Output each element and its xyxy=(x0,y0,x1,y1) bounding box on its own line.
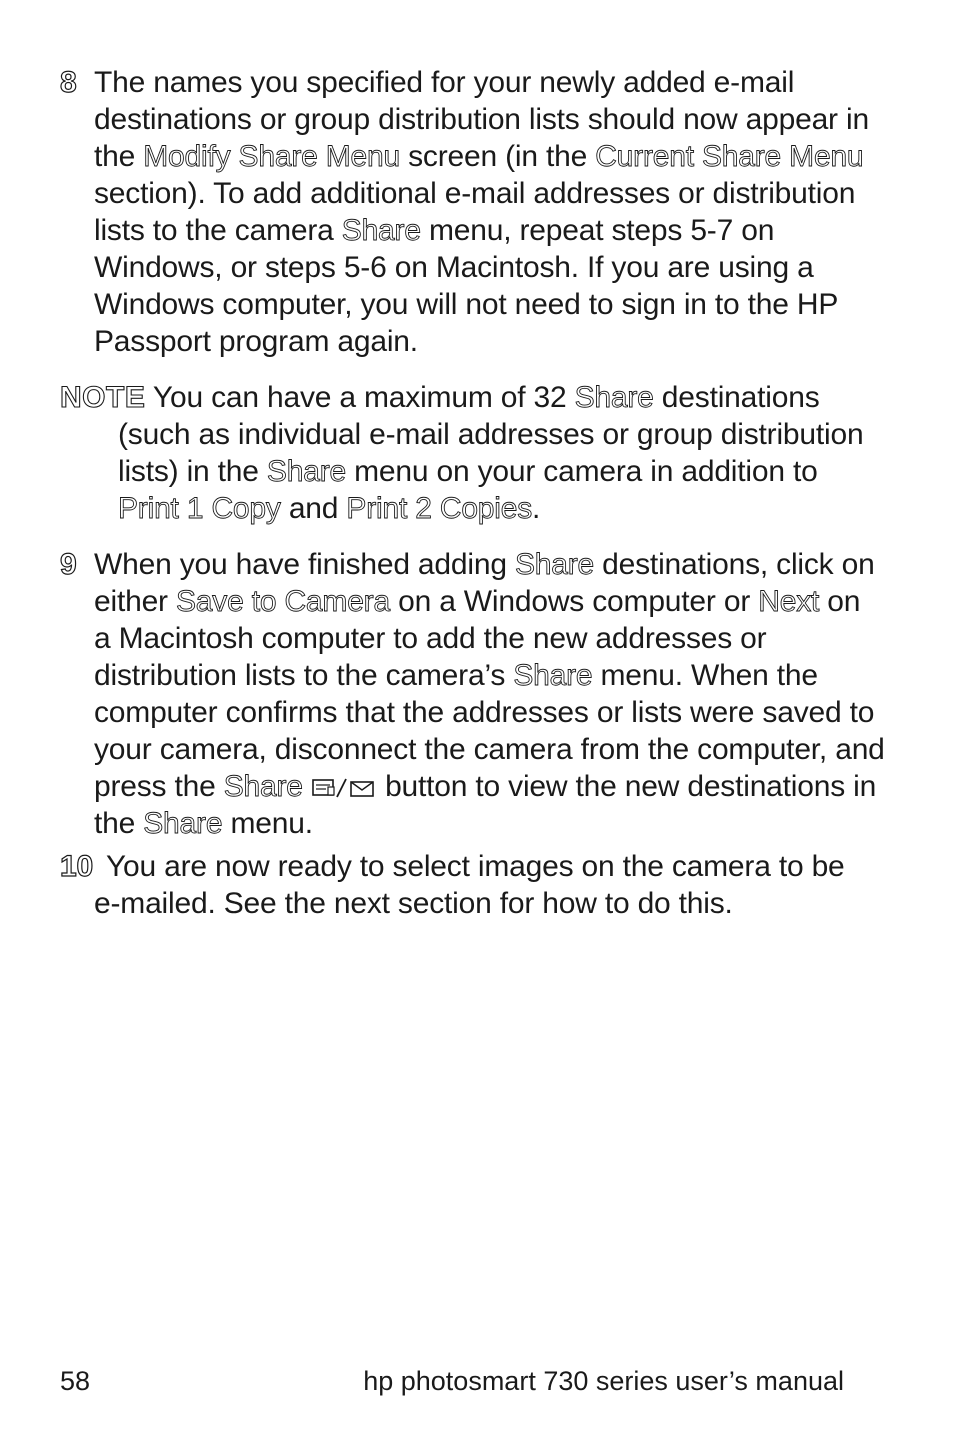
text-line: section). To add additional e-mail addresses or distribution xyxy=(94,177,856,210)
text-line: Print 1 Copy and Print 2 Copies. xyxy=(118,492,541,525)
share-print-email-icon xyxy=(311,777,377,799)
ui-term-save-to-camera: Save to Camera xyxy=(175,585,390,618)
text-line: destinations or group distribution lists should now appear in xyxy=(94,103,869,136)
ui-term-print-2-copies: Print 2 Copies xyxy=(346,492,533,525)
text-line: your camera, disconnect the camera from the computer, and xyxy=(94,733,885,766)
text-line: (such as individual e-mail addresses or group distribution xyxy=(118,418,864,451)
text-line: either Save to Camera on a Windows computer or Next on xyxy=(94,585,861,618)
text-line: Windows computer, you will not need to sign in to the HP xyxy=(94,288,839,321)
step-number: 8 xyxy=(60,66,77,99)
text-line: The names you specified for your newly added e-mail xyxy=(94,66,795,99)
ui-term-share: Share xyxy=(341,214,421,247)
ui-term-current-share-menu: Current Share Menu xyxy=(595,140,864,173)
text-line: NOTE You can have a maximum of 32 Share destinations xyxy=(60,381,820,414)
step-10 xyxy=(60,848,850,922)
manual-title: hp photosmart 730 series user’s manual xyxy=(363,1366,844,1396)
text-line: the Share menu. xyxy=(94,807,313,840)
ui-term-share: Share xyxy=(513,659,593,692)
ui-term-print-1-copy: Print 1 Copy xyxy=(118,492,281,525)
text-line: distribution lists to the camera’s Share menu. When the xyxy=(94,659,818,692)
step-8 xyxy=(60,64,869,360)
text-line: Windows, or steps 5-6 on Macintosh. If you are using a xyxy=(94,251,814,284)
text-line: lists) in the Share menu on your camera in addition to xyxy=(118,455,818,488)
ui-term-share: Share xyxy=(514,548,595,581)
ui-term-modify-share-menu: Modify Share Menu xyxy=(143,140,400,173)
note-block xyxy=(60,379,864,527)
text-line: Passport program again. xyxy=(94,325,418,358)
text-line: lists to the camera Share menu, repeat steps 5-7 on xyxy=(94,214,775,247)
note-label: NOTE xyxy=(60,381,146,414)
ui-term-share: Share xyxy=(143,807,223,840)
text-line: e-mailed. See the next section for how to do this. xyxy=(94,887,733,920)
ui-term-share: Share xyxy=(266,455,346,488)
text-line: You are now ready to select images on the camera to be xyxy=(106,850,845,883)
text-line: a Macintosh computer to add the new addresses or xyxy=(94,622,767,655)
ui-term-share: Share xyxy=(223,770,303,803)
step-number: 10 xyxy=(60,850,93,883)
ui-term-next: Next xyxy=(758,585,820,618)
page-number: 58 xyxy=(60,1366,91,1396)
text-line: computer confirms that the addresses or lists were saved to xyxy=(94,696,875,729)
text-line: press the Share button to view the new destinations in xyxy=(94,770,877,803)
step-number: 9 xyxy=(60,548,77,581)
text-line: the Modify Share Menu screen (in the Current Share Menu xyxy=(94,140,864,173)
ui-term-share: Share xyxy=(574,381,654,414)
text-line: When you have finished adding Share destinations, click on xyxy=(94,548,875,581)
step-9 xyxy=(60,546,885,842)
